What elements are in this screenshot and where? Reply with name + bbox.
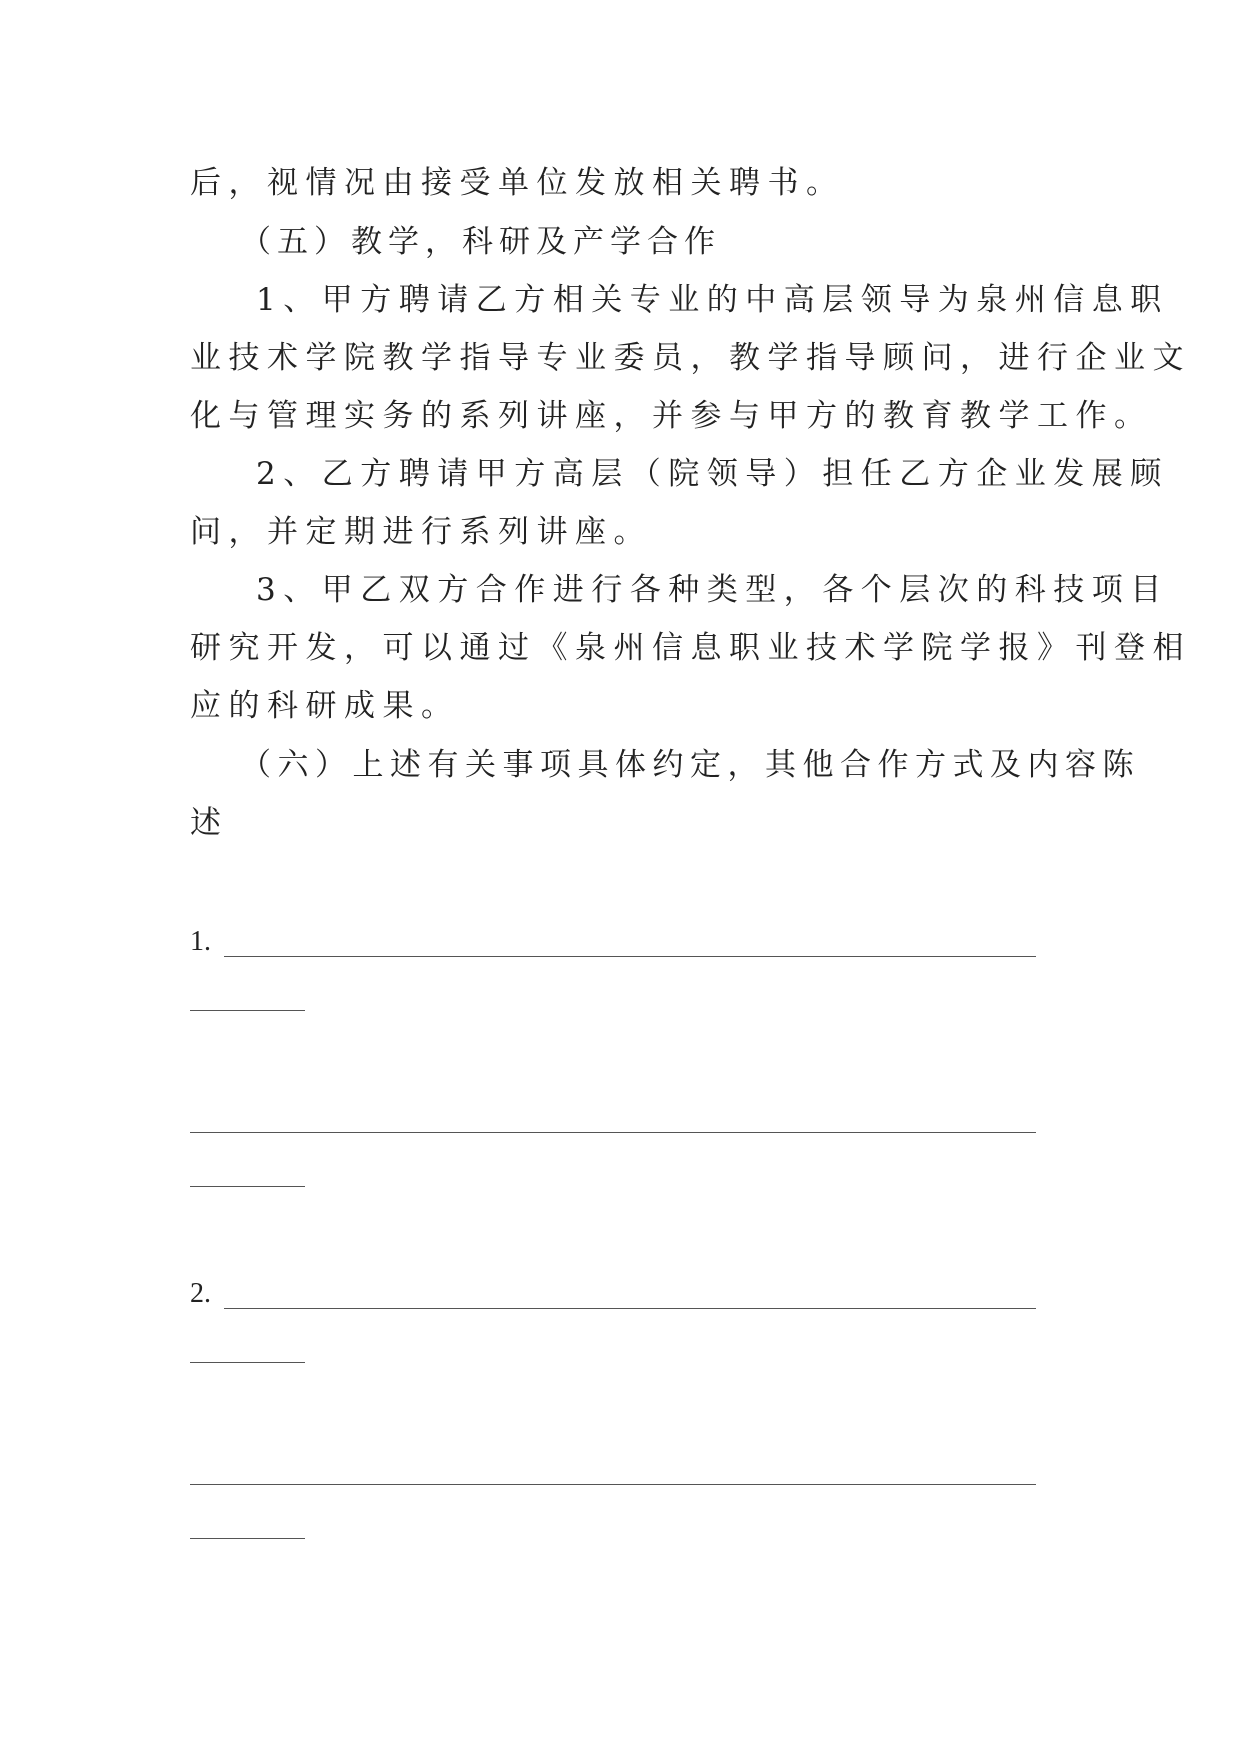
paragraph-line-1: 后，视情况由接受单位发放相关聘书。 [190,165,845,201]
blank-item-1 [190,922,1040,962]
blank-item-2b-continuation [190,1508,1040,1548]
blank-line [190,1538,305,1539]
paragraph-line-3: 1、甲方聘请乙方相关专业的中高层领导为泉州信息职 [256,282,1169,318]
blank-line [190,1186,305,1187]
blank-item-1-continuation [190,980,1040,1020]
blank-line [190,1362,305,1363]
blank-line [190,1132,1036,1133]
paragraph-line-10: 应的科研成果。 [190,688,460,724]
section-heading-6: （六）上述有关事项具体约定，其他合作方式及内容陈 [240,747,1140,783]
paragraph-line-7: 问，并定期进行系列讲座。 [190,514,652,550]
blank-item-1b [190,1098,1040,1138]
blank-item-2-continuation [190,1332,1040,1372]
paragraph-line-8: 3、甲乙双方合作进行各种类型，各个层次的科技项目 [256,572,1169,608]
section-heading-5: （五）教学，科研及产学合作 [240,224,721,260]
blank-item-number: 2. [190,1278,211,1309]
blank-line [190,1010,305,1011]
blank-item-2b [190,1450,1040,1490]
blank-item-2 [190,1274,1040,1314]
blank-item-1b-continuation [190,1156,1040,1196]
paragraph-line-6: 2、乙方聘请甲方高层（院领导）担任乙方企业发展顾 [256,456,1169,492]
paragraph-line-9: 研究开发，可以通过《泉州信息职业技术学院学报》刊登相 [190,630,1191,666]
blank-line [224,1308,1036,1309]
blank-item-number: 1. [190,926,211,957]
paragraph-line-4: 业技术学院教学指导专业委员，教学指导顾问，进行企业文 [190,340,1191,376]
blank-line [224,956,1036,957]
paragraph-line-12: 述 [190,805,229,841]
blank-line [190,1484,1036,1485]
paragraph-line-5: 化与管理实务的系列讲座，并参与甲方的教育教学工作。 [190,398,1153,434]
